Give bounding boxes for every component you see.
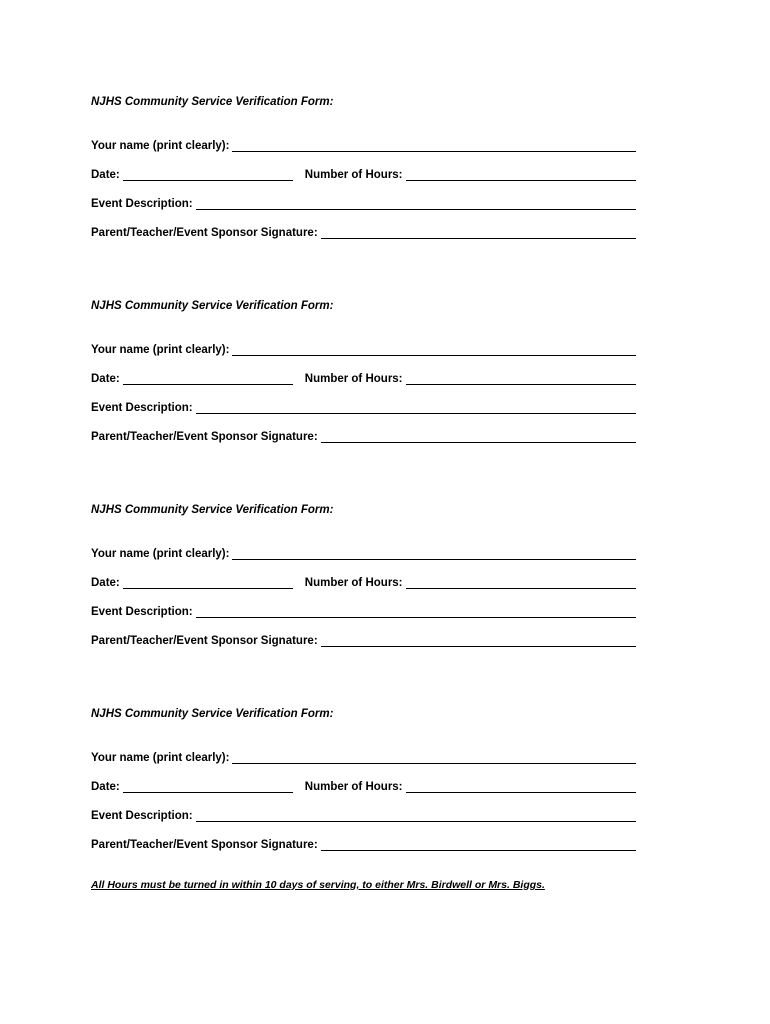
date-label: Date: [91,169,120,181]
signature-field-line[interactable] [321,635,636,647]
event-row [91,794,636,823]
date-field-line[interactable] [123,373,293,385]
event-row [91,182,636,211]
date-hours-row [91,357,636,386]
name-label: Your name (print clearly): [91,140,230,152]
name-row [91,124,636,153]
event-description-field-line[interactable] [196,606,636,618]
event-description-field-line[interactable] [196,810,636,822]
name-row [91,328,636,357]
name-field-line[interactable] [232,752,636,764]
event-description-label: Event Description: [91,606,193,618]
verification-form-3 [91,503,636,648]
hours-label: Number of Hours: [304,169,403,181]
name-label: Your name (print clearly): [91,548,230,560]
date-label: Date: [91,577,120,589]
form-title: NJHS Community Service Verification Form: [91,300,334,312]
name-field-line[interactable] [232,548,636,560]
submission-deadline-note: All Hours must be turned in within 10 days of serving, to either Mrs. Birdwell or Mrs. Biggs. [91,879,545,891]
event-description-label: Event Description: [91,198,193,210]
signature-row [91,619,636,648]
hours-label: Number of Hours: [304,781,403,793]
hours-label: Number of Hours: [304,577,403,589]
hours-field-line[interactable] [406,577,636,589]
name-field-line[interactable] [232,140,636,152]
signature-label: Parent/Teacher/Event Sponsor Signature: [91,227,318,239]
signature-field-line[interactable] [321,227,636,239]
form-title: NJHS Community Service Verification Form: [91,96,334,108]
date-label: Date: [91,781,120,793]
form-title: NJHS Community Service Verification Form: [91,504,334,516]
verification-form-2 [91,299,636,444]
event-description-field-line[interactable] [196,402,636,414]
signature-row [91,415,636,444]
date-field-line[interactable] [123,577,293,589]
name-row [91,736,636,765]
event-row [91,386,636,415]
signature-label: Parent/Teacher/Event Sponsor Signature: [91,839,318,851]
signature-row [91,823,636,852]
event-description-label: Event Description: [91,402,193,414]
date-field-line[interactable] [123,781,293,793]
name-field-line[interactable] [232,344,636,356]
event-row [91,590,636,619]
signature-label: Parent/Teacher/Event Sponsor Signature: [91,635,318,647]
form-title: NJHS Community Service Verification Form: [91,708,334,720]
signature-label: Parent/Teacher/Event Sponsor Signature: [91,431,318,443]
event-description-field-line[interactable] [196,198,636,210]
date-hours-row [91,765,636,794]
event-description-label: Event Description: [91,810,193,822]
signature-field-line[interactable] [321,431,636,443]
name-row [91,532,636,561]
signature-field-line[interactable] [321,839,636,851]
hours-field-line[interactable] [406,781,636,793]
date-hours-row [91,561,636,590]
name-label: Your name (print clearly): [91,752,230,764]
date-field-line[interactable] [123,169,293,181]
verification-form-4 [91,707,636,852]
hours-field-line[interactable] [406,373,636,385]
name-label: Your name (print clearly): [91,344,230,356]
hours-label: Number of Hours: [304,373,403,385]
signature-row [91,211,636,240]
verification-form-1 [91,95,636,240]
hours-field-line[interactable] [406,169,636,181]
date-hours-row [91,153,636,182]
date-label: Date: [91,373,120,385]
